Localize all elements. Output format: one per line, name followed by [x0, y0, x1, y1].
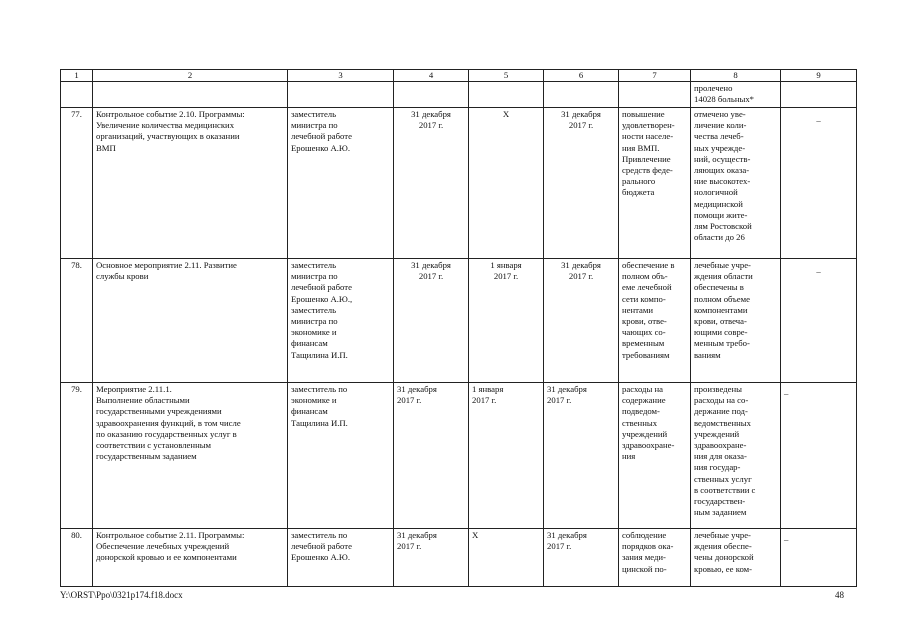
end-date: 31 декабря 2017 г.	[544, 529, 619, 587]
start-date: 31 декабря 2017 г.	[394, 259, 469, 383]
continuation-result: пролечено 14028 больных*	[691, 82, 781, 108]
table-row	[61, 259, 857, 383]
event-name: Контрольное событие 2.11. Программы: Обеспечение лечебных учреждений донорской кровью и ее компонентами	[93, 529, 288, 587]
expected-result: повышение удовлетворен- ности населе- ния ВМП. Привлечение средств феде- рального бюджета	[619, 108, 691, 259]
column-number: 8	[691, 70, 781, 82]
column-number: 7	[619, 70, 691, 82]
column-number: 3	[288, 70, 394, 82]
column-number: 5	[469, 70, 544, 82]
end-date: 31 декабря 2017 г.	[544, 259, 619, 383]
column-number: 2	[93, 70, 288, 82]
actual-result: лечебные учре- ждения обеспе- чены донорской кровью, ее ком-	[691, 529, 781, 587]
expected-result: расходы на содержание подведом- ственных учреждений здравоохране- ния	[619, 383, 691, 529]
executor: заместитель министра по лечебной работе Ерошенко А.Ю., заместитель министра по экономике и финансам Тащилина И.П.	[288, 259, 394, 383]
executor: заместитель по лечебной работе Ерошенко А.Ю.	[288, 529, 394, 587]
note: _	[784, 532, 789, 542]
report-table	[60, 69, 857, 587]
mid-date: 1 января 2017 г.	[469, 383, 544, 529]
actual-result: произведены расходы на со- держание под- ведомственных учреждений здравоохране- ния для оказа- ния государ- ственных услуг в соответствии с государствен- ным заданием	[691, 383, 781, 529]
actual-result: отмечено уве- личение коли- чества лечеб- ных учрежде- ний, осуществ- ляющих оказа- ние высокотех- нологичной медицинской помощи жите- лям Ростовской области до 26	[691, 108, 781, 259]
end-date: 31 декабря 2017 г.	[544, 383, 619, 529]
column-number: 9	[781, 70, 857, 82]
actual-result: лечебные учре- ждения области обеспечены в полном объеме компонентами крови, отвеча- ющими совре- менным требо- ваниям	[691, 259, 781, 383]
continuation-row	[61, 82, 857, 108]
table-row	[61, 108, 857, 259]
mid-date: Х	[469, 108, 544, 259]
note: _	[784, 386, 789, 396]
end-date: 31 декабря 2017 г.	[544, 108, 619, 259]
table-row	[61, 383, 857, 529]
event-name: Контрольное событие 2.10. Программы: Увеличение количества медицинских организаций, участвующих в оказании ВМП	[93, 108, 288, 259]
executor: заместитель по экономике и финансам Тащилина И.П.	[288, 383, 394, 529]
event-name: Основное мероприятие 2.11. Развитие службы крови	[93, 259, 288, 383]
column-number: 1	[61, 70, 93, 82]
row-number: 79.	[61, 383, 93, 529]
expected-result: обеспечение в полном объ- еме лечебной сети компо- нентами крови, отве- чающих со- временным требованиям	[619, 259, 691, 383]
column-number: 4	[394, 70, 469, 82]
row-number: 77.	[61, 108, 93, 259]
mid-date: Х	[469, 529, 544, 587]
row-number: 80.	[61, 529, 93, 587]
event-name: Мероприятие 2.11.1. Выполнение областными государственными учреждениями здравоохранения функций, в том числе по оказанию государственных услуг в соответствии с установленным государственным заданием	[93, 383, 288, 529]
page-number: 48	[835, 590, 844, 600]
start-date: 31 декабря 2017 г.	[394, 529, 469, 587]
mid-date: 1 января 2017 г.	[469, 259, 544, 383]
column-number-row	[61, 70, 857, 82]
note: _	[816, 264, 821, 274]
start-date: 31 декабря 2017 г.	[394, 383, 469, 529]
note: _	[816, 113, 821, 123]
executor: заместитель министра по лечебной работе Ерошенко А.Ю.	[288, 108, 394, 259]
row-number: 78.	[61, 259, 93, 383]
start-date: 31 декабря 2017 г.	[394, 108, 469, 259]
file-path: Y:\ORST\Ppo\0321p174.f18.docx	[60, 590, 183, 600]
column-number: 6	[544, 70, 619, 82]
expected-result: соблюдение порядков ока- зания меди- цинской по-	[619, 529, 691, 587]
table-row	[61, 529, 857, 587]
